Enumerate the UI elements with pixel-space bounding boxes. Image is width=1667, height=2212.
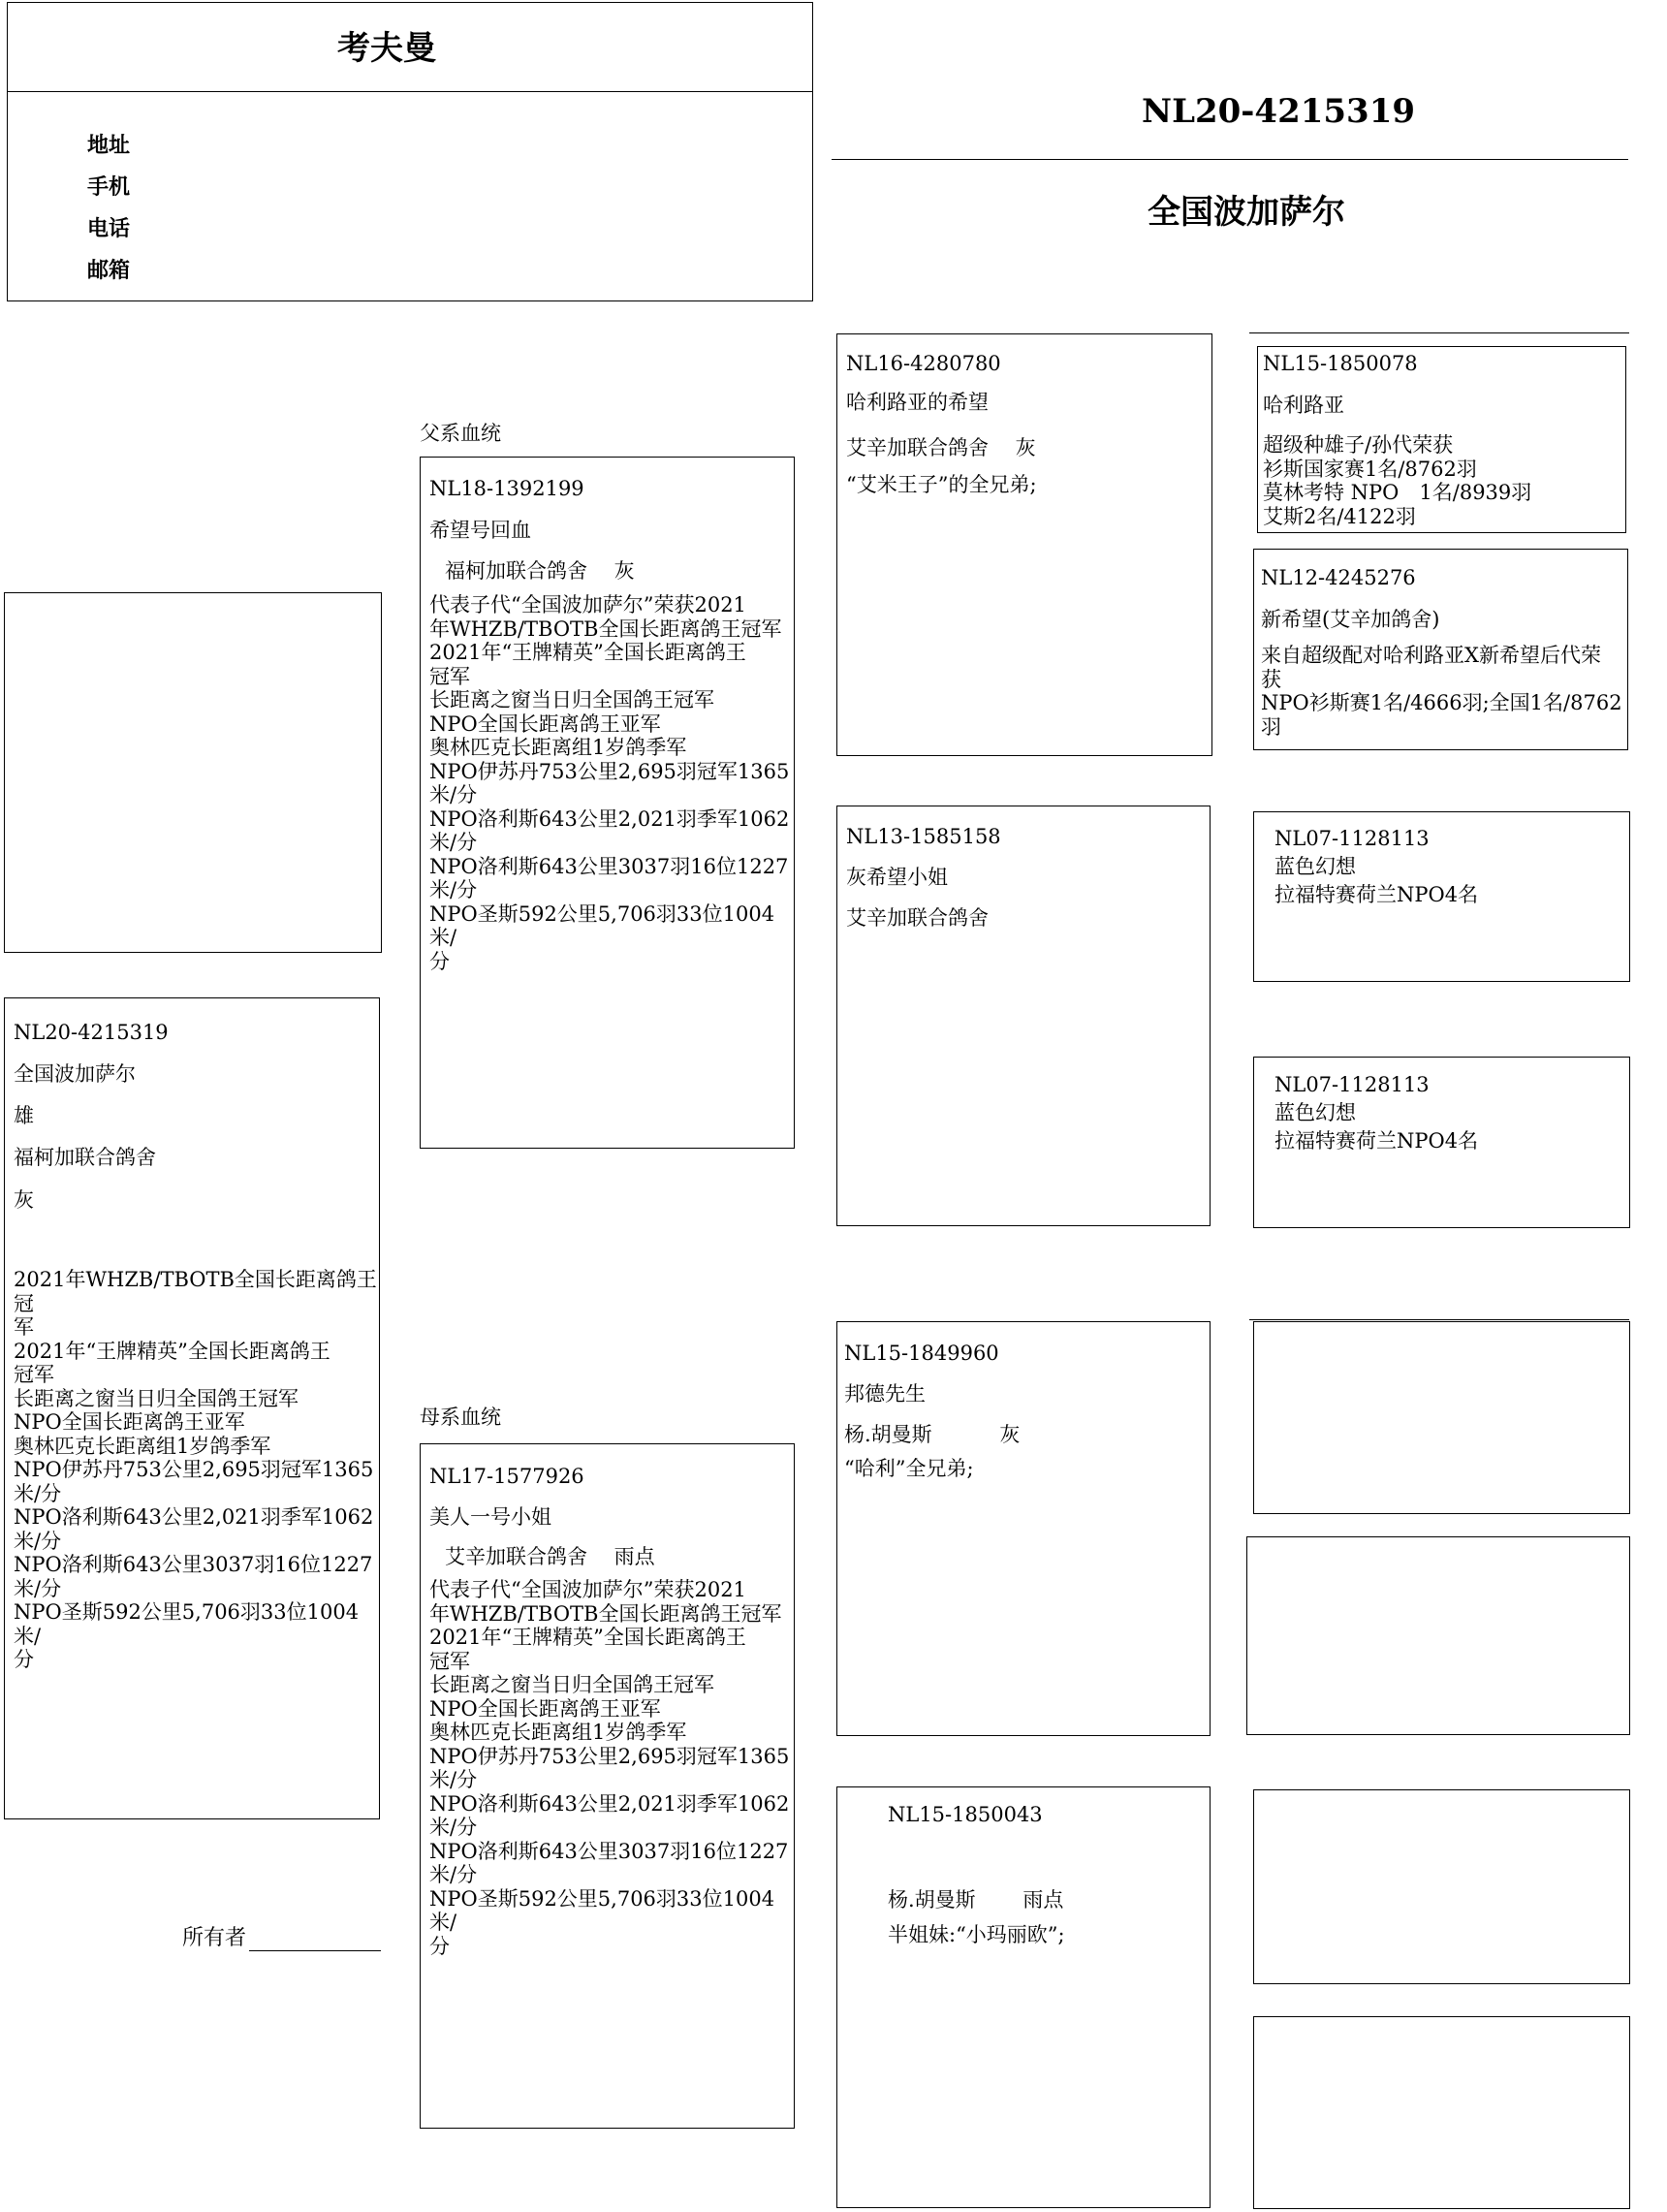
subject-loft: 福柯加联合鸽舍	[14, 1146, 156, 1169]
subject-achievements: 2021年WHZB/TBOTB全国长距离鸽王冠 军 2021年“王牌精英”全国长距离鸽王 冠军 长距离之窗当日归全国鸽王冠军 NPO全国长距离鸽王亚军 奥林匹克长距离组1岁鸽季军 NPO伊苏丹753公里2,695羽冠军1365 米/分 NPO洛利斯643公里2,021羽季军1062 米/分 NPO洛利斯643公里3037羽16位1227 米/分 NPO圣斯592公里5,706羽33位1004米/ 分	[14, 1268, 377, 1671]
contact-label-email: 邮箱	[87, 258, 131, 283]
great-grandparent-4-name: 蓝色幻想	[1274, 1101, 1356, 1124]
sire-section-label: 父系血统	[420, 422, 501, 445]
sire-name: 希望号回血	[429, 519, 531, 542]
sire-ring: NL18-1392199	[429, 477, 584, 500]
grandparent-4-loft-color: 杨.胡曼斯 雨点	[888, 1888, 1064, 1912]
contact-label-address: 地址	[87, 133, 131, 158]
grandparent-2-name: 灰希望小姐	[846, 866, 948, 889]
ring-number-title: NL20-4215319	[1142, 92, 1416, 131]
grandparent-1-name: 哈利路亚的希望	[846, 391, 989, 414]
great-grandparent-1-ring: NL15-1850078	[1263, 352, 1418, 375]
sire-loft-color: 福柯加联合鸽舍 灰	[445, 559, 635, 583]
subject-color: 灰	[14, 1188, 34, 1212]
title-divider	[832, 159, 1628, 160]
grandparent-2-ring: NL13-1585158	[846, 825, 1001, 848]
contact-label-phone: 电话	[87, 216, 131, 241]
grandparent-3-ring: NL15-1849960	[844, 1342, 999, 1365]
great-grandparent-card-6	[1246, 1536, 1630, 1735]
contact-label-mobile: 手机	[87, 174, 131, 200]
grandparent-card-4	[836, 1786, 1211, 2208]
dam-achievements: 代表子代“全国波加萨尔”荣获2021 年WHZB/TBOTB全国长距离鸽王冠军 2021年“王牌精英”全国长距离鸽王 冠军 长距离之窗当日归全国鸽王冠军 NPO全国长距离鸽王亚军 奥林匹克长距离组1岁鸽季军 NPO伊苏丹753公里2,695羽冠军1365 米/分 NPO洛利斯643公里2,021羽季军1062 米/分 NPO洛利斯643公里3037羽16位1227 米/分 NPO圣斯592公里5,706羽33位1004米/ 分	[429, 1578, 790, 1958]
owner-name: 考夫曼	[337, 29, 436, 68]
dam-loft-color: 艾辛加联合鸽舍 雨点	[445, 1545, 655, 1568]
great-grandparent-card-7	[1253, 1789, 1630, 1984]
bird-name-title: 全国波加萨尔	[1148, 193, 1345, 232]
ggp-top-rule	[1249, 332, 1629, 333]
great-grandparent-card-5	[1253, 1321, 1630, 1514]
grandparent-2-loft: 艾辛加联合鸽舍	[846, 906, 989, 930]
grandparent-4-ring: NL15-1850043	[888, 1803, 1043, 1826]
great-grandparent-3-note: 拉福特赛荷兰NPO4名	[1274, 883, 1479, 906]
great-grandparent-3-name: 蓝色幻想	[1274, 855, 1356, 878]
grandparent-1-note: “艾米王子”的全兄弟;	[846, 473, 1037, 496]
grandparent-3-note: “哈利”全兄弟;	[844, 1457, 974, 1480]
great-grandparent-2-achievements: 来自超级配对哈利路亚X新希望后代荣 获 NPO衫斯赛1名/4666羽;全国1名/8762 羽	[1261, 644, 1622, 739]
grandparent-4-note: 半姐妹:“小玛丽欧”;	[888, 1923, 1065, 1946]
great-grandparent-3-ring: NL07-1128113	[1274, 827, 1430, 850]
great-grandparent-4-note: 拉福特赛荷兰NPO4名	[1274, 1129, 1479, 1153]
sire-achievements: 代表子代“全国波加萨尔”荣获2021 年WHZB/TBOTB全国长距离鸽王冠军 2021年“王牌精英”全国长距离鸽王 冠军 长距离之窗当日归全国鸽王冠军 NPO全国长距离鸽王亚军 奥林匹克长距离组1岁鸽季军 NPO伊苏丹753公里2,695羽冠军1365 米/分 NPO洛利斯643公里2,021羽季军1062 米/分 NPO洛利斯643公里3037羽16位1227 米/分 NPO圣斯592公里5,706羽33位1004米/ 分	[429, 593, 790, 973]
grandparent-3-name: 邦德先生	[844, 1382, 926, 1406]
owner-header-divider	[7, 91, 813, 92]
great-grandparent-card-8	[1253, 2016, 1630, 2209]
subject-name: 全国波加萨尔	[14, 1062, 136, 1086]
photo-placeholder	[4, 592, 382, 953]
great-grandparent-1-name: 哈利路亚	[1263, 394, 1344, 417]
grandparent-1-loft-color: 艾辛加联合鸽舍 灰	[846, 436, 1036, 459]
dam-section-label: 母系血统	[420, 1406, 501, 1429]
grandparent-1-ring: NL16-4280780	[846, 352, 1001, 375]
owner-signature-line	[249, 1950, 381, 1951]
great-grandparent-1-achievements: 超级种雄子/孙代荣获 衫斯国家赛1名/8762羽 莫林考特 NPO 1名/8939羽 艾斯2名/4122羽	[1263, 433, 1532, 528]
ggp-mid-rule	[1249, 1319, 1629, 1320]
great-grandparent-4-ring: NL07-1128113	[1274, 1073, 1430, 1096]
subject-sex: 雄	[14, 1104, 34, 1127]
grandparent-3-loft-color: 杨.胡曼斯 灰	[844, 1423, 1021, 1446]
great-grandparent-2-ring: NL12-4245276	[1261, 566, 1416, 589]
dam-ring: NL17-1577926	[429, 1465, 584, 1488]
great-grandparent-2-name: 新希望(艾辛加鸽舍)	[1261, 608, 1440, 631]
owner-signature-label: 所有者	[182, 1926, 247, 1950]
dam-name: 美人一号小姐	[429, 1505, 551, 1529]
subject-ring: NL20-4215319	[14, 1021, 169, 1044]
